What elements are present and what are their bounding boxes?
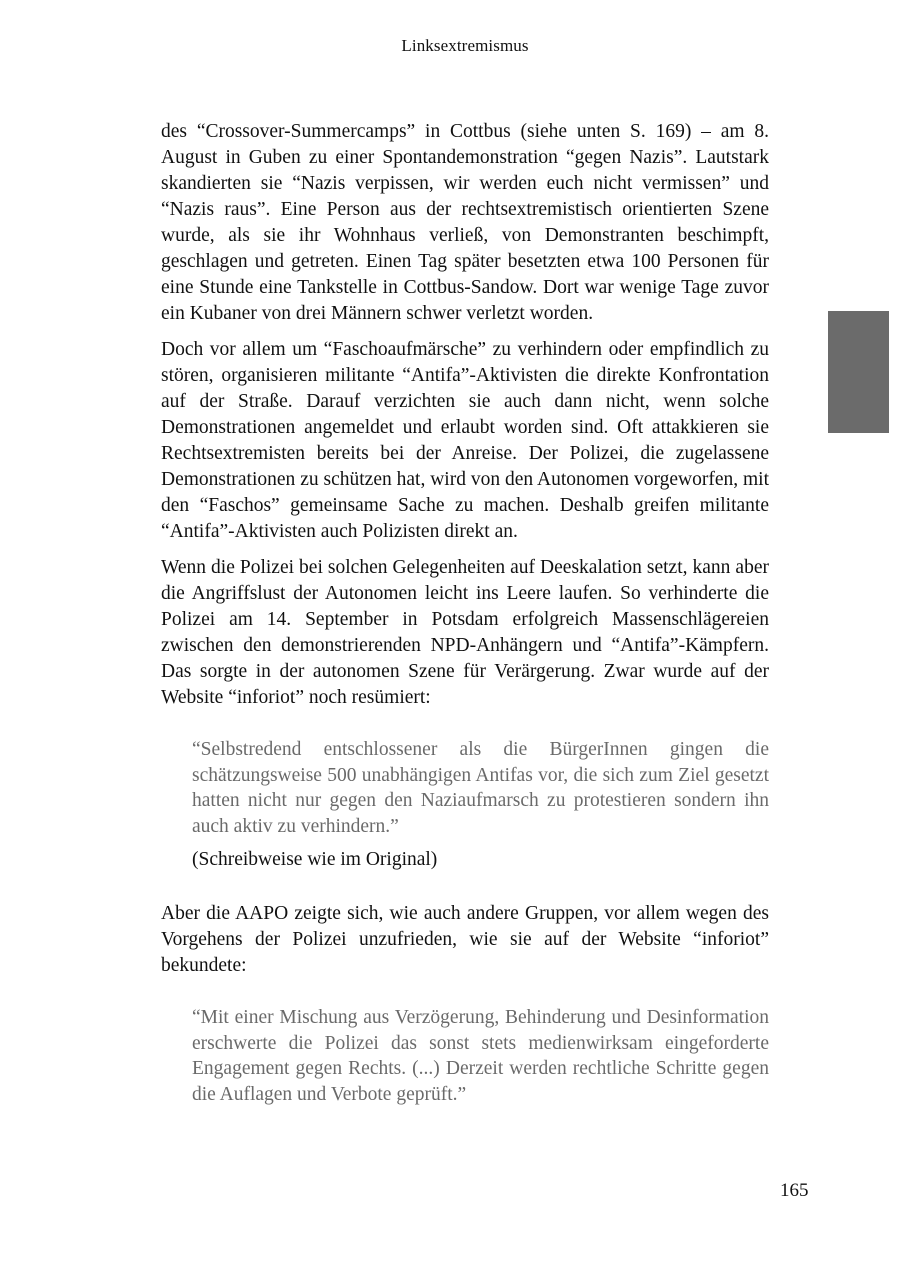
body-paragraph: Doch vor allem um “Faschoaufmärsche” zu verhindern oder empfindlich zu stören, organisieren militante “Antifa”-Aktivisten die direkte Konfrontation auf der Straße. Darauf verzichten sie auch dann nicht, wenn solche Demonstrationen angemeldet und erlaubt worden sind. Oft attakkieren sie Rechtsextremisten bereits bei der Anreise. Der Polizei, die zugelassene Demonstrationen zu schützen hat, wird von den Autonomen vorgeworfen, mit den “Faschos” gemeinsame Sache zu machen. Deshalb greifen militante “Antifa”-Aktivisten auch Polizisten direkt an. — [161, 339, 769, 542]
page-body — [161, 119, 769, 1135]
body-paragraph: Wenn die Polizei bei solchen Gelegenheiten auf Deeskalation setzt, kann aber die Angriffslust der Autonomen leicht ins Leere laufen. So verhinderte die Polizei am 14. September in Potsdam erfolgreich Massenschlägereien zwischen den demonstrierenden NPD-Anhängern und “Antifa”-Kämpfern. Das sorgte in der autonomen Szene für Verärgerung. Zwar wurde auf der Website “inforiot” noch resümiert: — [161, 557, 769, 708]
body-paragraph: Aber die AAPO zeigte sich, wie auch andere Gruppen, vor allem wegen des Vorgehens der Polizei unzufrieden, wie sie auf der Website “inforiot” bekundete: — [161, 903, 769, 976]
quote-note: (Schreibweise wie im Original) — [192, 849, 438, 870]
body-paragraph: des “Crossover-Summercamps” in Cottbus (siehe unten S. 169) – am 8. August in Guben zu einer Spontandemonstration “gegen Nazis”. Lautstark skandierten sie “Nazis verpissen, wir werden euch nicht vermissen” und “Nazis raus”. Eine Person aus der rechtsextremistisch orientierten Szene wurde, als sie ihr Wohnhaus verließ, von Demonstranten beschimpft, geschlagen und getreten. Einen Tag später besetzten etwa 100 Personen für eine Stunde eine Tankstelle in Cottbus-Sandow. Dort war wenige Tage zuvor ein Kubaner von drei Männern schwer verletzt worden. — [161, 121, 769, 324]
chapter-thumb-tab — [828, 311, 889, 433]
quote-text: “Selbstredend entschlossener als die BürgerInnen gingen die schätzungsweise 500 unabhängigen Antifas vor, die sich zum Ziel gesetzt hatten nicht nur gegen den Naziaufmarsch zu protestieren sondern ihn auch aktiv zu verhindern.” — [192, 739, 769, 837]
page-number: 165 — [780, 1180, 809, 1201]
block-quote — [192, 737, 769, 873]
running-title: Linksextremismus — [401, 36, 529, 55]
quote-text: “Mit einer Mischung aus Verzögerung, Behinderung und Desinformation erschwerte die Polizei das sonst stets medienwirksam eingeforderte Engagement gegen Rechts. (...) Derzeit werden rechtliche Schritte gegen die Auflagen und Verbote geprüft.” — [192, 1007, 769, 1105]
block-quote — [192, 1005, 769, 1107]
